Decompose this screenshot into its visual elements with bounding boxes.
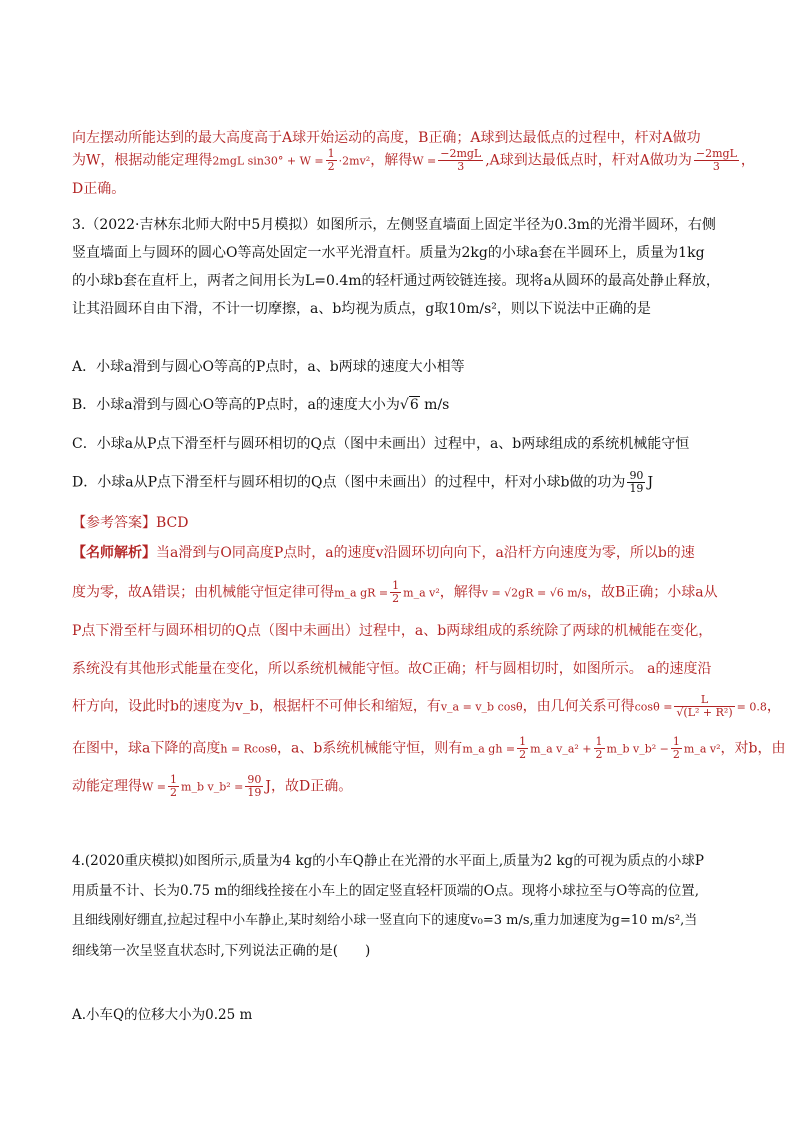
q3-option-b [72, 394, 722, 416]
q4-option-a [72, 1004, 722, 1026]
q3-answer [72, 512, 722, 534]
unit: m/s [419, 397, 450, 413]
text: ，故B正确；小球a从 [587, 584, 718, 601]
numerator: 1 [327, 147, 335, 160]
equation: m_a gR = [334, 586, 389, 600]
text: 用质量不计、长为0.75 m的细线拴接在小车上的固定竖直轻杆顶端的O点。现将小球拉至与O等高的位置, [72, 883, 700, 899]
denominator: 2 [672, 748, 680, 761]
text: D．小球a从P点下滑至杆与圆环相切的Q点（图中未画出）的过程中，杆对小球b做的功为 [72, 474, 626, 491]
text: P点下滑至杆与圆环相切的Q点（图中未画出）过程中，a、b两球组成的系统除了两球的机械能在变化， [72, 623, 713, 639]
q3-analysis-line-1 [72, 542, 722, 564]
equation: ·2mv² [338, 154, 371, 168]
q4-stem-line-4 [72, 940, 722, 962]
sqrt-symbol: √ [399, 397, 409, 413]
analysis-label: 【名师解析】 [72, 545, 156, 561]
equation: m_a gh = [462, 742, 516, 756]
q3-option-a [72, 356, 722, 378]
unit: J [647, 474, 654, 491]
q3-stem-line-3 [72, 270, 722, 292]
equation: m_a v² [683, 742, 721, 756]
prev-solution-line-2 [72, 147, 755, 173]
text: 动能定理得 [72, 778, 142, 795]
text: ，对b，由 [720, 740, 786, 757]
equation: m_b v_b² − [606, 742, 669, 756]
denominator: 3 [712, 160, 720, 173]
text: ，由几何关系可得 [522, 698, 635, 715]
numerator: 1 [170, 773, 178, 786]
denominator: 2 [392, 592, 400, 605]
equation: cosθ = [634, 700, 673, 714]
q3-analysis-line-2 [72, 580, 722, 605]
text: 3.（2022·吉林东北师大附中5月模拟）如图所示，左侧竖直墙面上固定半径为0.3m的光滑半圆环，右侧 [72, 217, 716, 233]
text: ，解得 [370, 152, 413, 169]
fraction [594, 736, 605, 761]
equation: h = Rcosθ [220, 742, 277, 756]
text: 的小球b套在直杆上，两者之间用长为L=0.4m的轻杆通过两铰链连接。现将a从圆环的最高处静止释放， [72, 273, 720, 289]
prev-solution-line-3 [72, 178, 722, 200]
text: 【参考答案】BCD [72, 515, 189, 531]
numerator: 1 [519, 735, 527, 748]
denominator: 2 [595, 748, 603, 761]
denominator: 3 [457, 160, 465, 173]
text: 杆方向，设此时b的速度为v_b，根据杆不可伸长和缩短，有 [72, 698, 441, 715]
numerator: 90 [247, 773, 262, 786]
equation: m_a v_a² + [530, 742, 592, 756]
fraction [517, 736, 528, 761]
text: ， [766, 698, 781, 715]
q3-stem-line-2 [72, 242, 722, 264]
text: 当a滑到与O同高度P点时，a的速度v沿圆环切向向下，a沿杆方向速度为零，所以b的速 [156, 545, 695, 561]
fraction [245, 774, 263, 799]
q3-analysis-line-3 [72, 620, 722, 642]
text: 向左摆动所能达到的最大高度高于A球开始运动的高度，B正确；A球到达最低点的过程中，杆对A做功 [72, 130, 701, 146]
fraction [168, 774, 179, 799]
equation: W = [142, 780, 167, 794]
denominator: 2 [327, 160, 335, 173]
q3-analysis-line-4 [72, 658, 722, 680]
text: 且细线刚好绷直,拉起过程中小车静止,某时刻给小球一竖直向下的速度v₀=3 m/s,重力加速度为g=10 m/s²,当 [72, 913, 698, 928]
q3-analysis-line-6 [72, 735, 786, 761]
equation: = 0.8 [736, 700, 767, 714]
equation: v = √2gR = √6 m/s [481, 586, 588, 600]
equation: v_a = v_b cosθ [440, 700, 523, 714]
numerator: 1 [392, 579, 400, 592]
fraction [671, 736, 682, 761]
q4-stem-line-3 [72, 910, 722, 932]
denominator: √(L² + R²) [676, 706, 733, 719]
q3-analysis-line-5 [72, 693, 781, 719]
numerator: L [674, 694, 734, 707]
equation: 2mgL sin30° + W = [212, 154, 324, 168]
radicand: 6 [409, 397, 419, 413]
denominator: 2 [519, 748, 527, 761]
text: 为W，根据动能定理得 [72, 152, 213, 169]
fraction [694, 148, 739, 173]
fraction [627, 470, 645, 495]
denominator: 19 [247, 786, 262, 799]
q3-analysis-line-7 [72, 774, 722, 799]
text: ，a、b系统机械能守恒，则有 [277, 740, 463, 757]
equation: W = [412, 154, 437, 168]
q4-stem-line-1 [72, 850, 722, 872]
numerator: 1 [672, 735, 680, 748]
equation: m_a v² [403, 586, 440, 600]
fraction [674, 694, 734, 719]
prev-solution-line-1 [72, 127, 722, 149]
text: B．小球a滑到与圆心O等高的P点时，a的速度大小为 [72, 397, 400, 413]
q4-stem-line-2 [72, 880, 722, 902]
numerator: 90 [629, 469, 644, 482]
text: 竖直墙面上与圆环的圆心O等高处固定一水平光滑直杆。质量为2kg的小球a套在半圆环上，质量为1kg [72, 245, 705, 261]
text: ， [740, 152, 755, 169]
fraction [326, 148, 337, 173]
numerator: −2mgL [695, 147, 737, 160]
text: 度为零，故A错误；由机械能守恒定律可得 [72, 584, 335, 601]
q3-option-d [72, 470, 722, 495]
text: 让其沿圆环自由下滑，不计一切摩擦，a、b均视为质点，g取10m/s²，则以下说法中正确的是 [72, 301, 651, 317]
q3-stem-line-1 [72, 214, 722, 236]
text: A．小球a滑到与圆心O等高的P点时，a、b两球的速度大小相等 [72, 359, 465, 375]
fraction [438, 148, 483, 173]
text: 在图中，球a下降的高度 [72, 740, 221, 757]
text: ，解得 [439, 584, 482, 601]
numerator: 1 [595, 735, 603, 748]
text: J，故D正确。 [265, 778, 353, 795]
denominator: 2 [170, 786, 178, 799]
text: 细线第一次呈竖直状态时,下列说法正确的是( ) [72, 943, 371, 959]
fraction [390, 580, 401, 605]
q3-option-c [72, 433, 722, 455]
text: 系统没有其他形式能量在变化，所以系统机械能守恒。故C正确；杆与圆相切时，如图所示。 a的速度沿 [72, 661, 712, 677]
text: A.小车Q的位移大小为0.25 m [72, 1007, 253, 1023]
q3-stem-line-4 [72, 298, 722, 320]
equation: m_b v_b² = [181, 780, 244, 794]
text: C．小球a从P点下滑至杆与圆环相切的Q点（图中未画出）过程中，a、b两球组成的系统机械能守恒 [72, 436, 690, 452]
text: D正确。 [72, 181, 126, 197]
denominator: 19 [629, 482, 644, 495]
text: 4.(2020重庆模拟)如图所示,质量为4 kg的小车Q静止在光滑的水平面上,质量为2 kg的可视为质点的小球P [72, 853, 704, 869]
text: ,A球到达最低点时，杆对A做功为 [485, 152, 692, 169]
numerator: −2mgL [440, 147, 482, 160]
